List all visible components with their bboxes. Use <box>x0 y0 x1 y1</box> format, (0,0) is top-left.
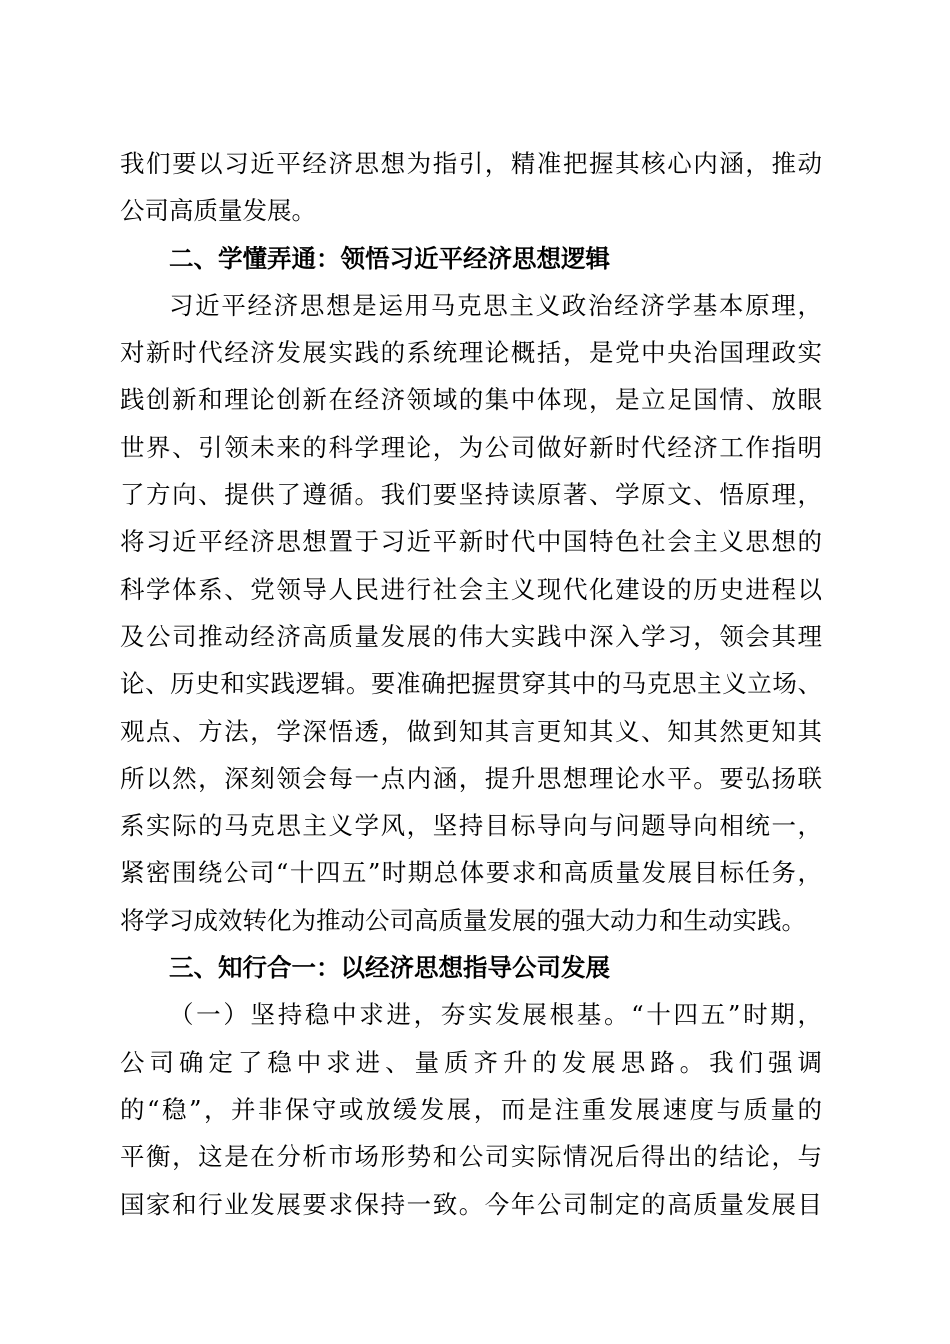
text-line: 所以然，深刻领会每一点内涵，提升思想理论水平。要弘扬联 <box>120 763 822 793</box>
text-line: 公司确定了稳中求进、量质齐升的发展思路。我们强调 <box>120 1047 822 1077</box>
text-line: 我们要以习近平经济思想为指引，精准把握其核心内涵，推动 <box>120 149 822 178</box>
text-line: 了方向、提供了遵循。我们要坚持读原著、学原文、悟原理， <box>120 480 822 510</box>
text-line: 对新时代经济发展实践的系统理论概括，是党中央治国理政实 <box>120 338 822 368</box>
text-line: 世界、引领未来的科学理论，为公司做好新时代经济工作指明 <box>120 432 822 462</box>
text-line: 的“稳”，并非保守或放缓发展，而是注重发展速度与质量的 <box>120 1094 822 1124</box>
body-text <box>120 140 822 1228</box>
text-line: 及公司推动经济高质量发展的伟大实践中深入学习，领会其理 <box>120 621 822 651</box>
text-line: 将习近平经济思想置于习近平新时代中国特色社会主义思想的 <box>120 527 822 557</box>
text-line: 科学体系、党领导人民进行社会主义现代化建设的历史进程以 <box>120 574 822 604</box>
text-line: 平衡，这是在分析市场形势和公司实际情况后得出的结论，与 <box>120 1142 822 1172</box>
text-line: 论、历史和实践逻辑。要准确把握贯穿其中的马克思主义立场、 <box>120 669 822 699</box>
text-line: 系实际的马克思主义学风，坚持目标导向与问题导向相统一， <box>120 811 822 841</box>
text-line: 公司高质量发展。 <box>120 196 316 226</box>
text-line: 紧密围绕公司“十四五”时期总体要求和高质量发展目标任务， <box>120 858 822 888</box>
text-line: 将学习成效转化为推动公司高质量发展的强大动力和生动实践。 <box>120 905 806 935</box>
section-heading: 二、学懂弄通：领悟习近平经济思想逻辑 <box>169 243 610 273</box>
paragraph-first-line: （一）坚持稳中求进，夯实发展根基。“十四五”时期， <box>169 1000 822 1030</box>
text-line: 观点、方法，学深悟透，做到知其言更知其义、知其然更知其 <box>120 716 822 746</box>
text-line: 国家和行业发展要求保持一致。今年公司制定的高质量发展目 <box>120 1189 822 1219</box>
text-line: 践创新和理论创新在经济领域的集中体现，是立足国情、放眼 <box>120 385 822 415</box>
section-heading: 三、知行合一：以经济思想指导公司发展 <box>169 953 610 983</box>
paragraph-first-line: 习近平经济思想是运用马克思主义政治经济学基本原理， <box>169 290 822 320</box>
